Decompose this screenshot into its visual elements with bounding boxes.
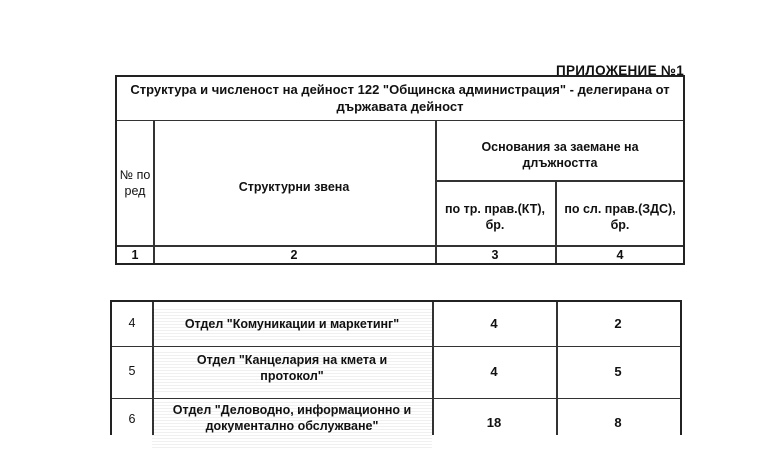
index-3: 3 bbox=[491, 248, 499, 262]
table-row bbox=[112, 346, 680, 399]
row-civil-count: 5 bbox=[614, 364, 622, 379]
row-labor-count: 18 bbox=[486, 415, 502, 430]
table-rows-fragment bbox=[110, 300, 682, 435]
row-unit-name: Отдел "Комуникации и маркетинг" bbox=[152, 308, 432, 340]
table-row bbox=[112, 302, 680, 347]
col-header-civil: по сл. прав.(ЗДС), бр. bbox=[564, 202, 676, 232]
index-2: 2 bbox=[290, 248, 298, 262]
row-civil-count: 8 bbox=[614, 415, 622, 430]
table-title-line2: държавата дейност bbox=[336, 99, 464, 114]
divider bbox=[435, 180, 683, 182]
col-header-basis: Основания за заемане на длъжността bbox=[481, 140, 639, 170]
col-header-labor: по тр. прав.(КТ), бр. bbox=[444, 202, 546, 232]
row-number: 5 bbox=[128, 364, 136, 378]
col-header-no: № по ред bbox=[119, 168, 151, 198]
col-header-units: Структурни звена bbox=[238, 180, 350, 194]
table-row bbox=[112, 398, 680, 448]
index-1: 1 bbox=[131, 248, 139, 262]
annex-label: ПРИЛОЖЕНИЕ №1 bbox=[556, 63, 685, 78]
row-labor-count: 4 bbox=[490, 364, 498, 379]
index-4: 4 bbox=[616, 248, 624, 262]
table-title bbox=[117, 77, 683, 121]
row-number: 4 bbox=[128, 316, 136, 330]
row-number: 6 bbox=[128, 412, 136, 426]
row-civil-count: 2 bbox=[614, 316, 622, 331]
row-unit-name: Отдел "Канцелария на кмета и протокол" bbox=[152, 352, 432, 392]
row-unit-name: Отдел "Деловодно, информационно и документално обслужване" bbox=[152, 402, 432, 448]
row-labor-count: 4 bbox=[490, 316, 498, 331]
table-header-fragment bbox=[115, 75, 685, 265]
table-title-line1: Структура и численост на дейност 122 "Общинска администрация" - делегирана от bbox=[130, 82, 670, 97]
